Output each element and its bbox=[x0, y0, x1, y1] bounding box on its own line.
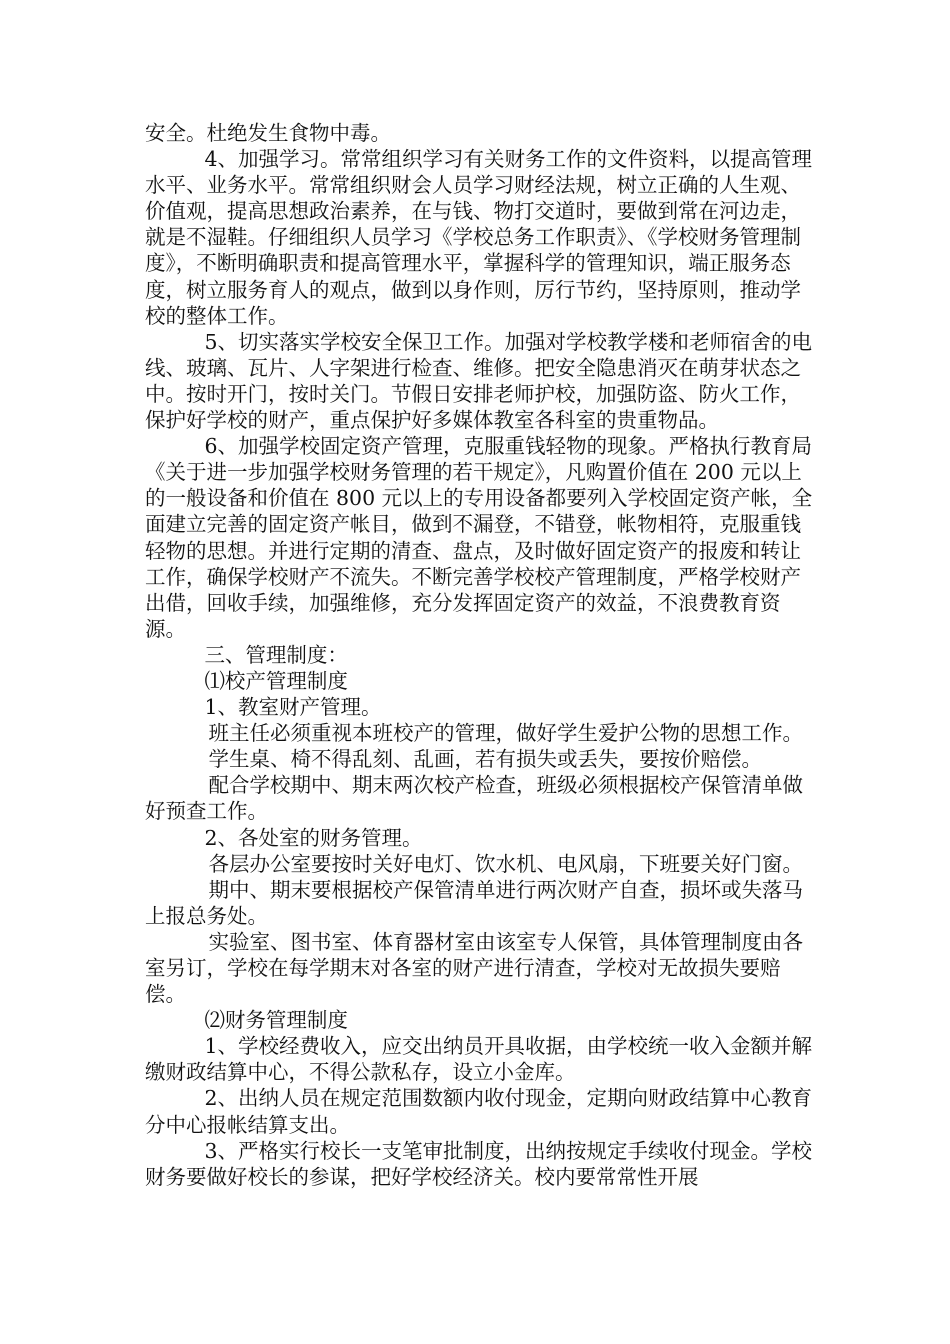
paragraph-self-check: 期中、期末要根据校产保管清单进行两次财产自查，损坏或失落马上报总务处。 bbox=[145, 877, 804, 928]
section-heading-management-rules: 三、管理制度： bbox=[204, 642, 348, 667]
paragraph-desks-chairs: 学生桌、椅不得乱刻、乱画，若有损失或丢失，要按价赔偿。 bbox=[208, 747, 763, 772]
paragraph-cashier-limits: 2、出纳人员在规定范围数额内收付现金，定期向财政结算中心教育分中心报帐结算支出。 bbox=[145, 1086, 812, 1137]
paragraph-fixed-assets: 6、加强学校固定资产管理，克服重钱轻物的现象。严格执行教育局《关于进一步加强学校财务管理的若干规定》，凡购置价值在 200 元以上的一般设备和价值在 800 元以上的专用设备都要列入学校固定资产帐，全面建立完善的固定资产帐目，做到不漏登，不错登，帐物相符，克服重钱轻物的思想。并进行定期的清查、盘点，及时做好固定资产的报废和转让工作，确保学校财产不流失。不断完善学校校产管理制度，严格学校财产出借，回收手续，加强维修，充分发挥固定资产的效益，不浪费教育资源。 bbox=[145, 434, 813, 641]
item-classroom-property: 1、教室财产管理。 bbox=[204, 695, 382, 720]
item-office-finance: 2、各处室的财务管理。 bbox=[204, 825, 423, 850]
paragraph-principal-approval: 3、严格实行校长一支笔审批制度，出纳按规定手续收付现金。学校财务要做好校长的参谋，把好学校经济关。校内要常常性开展 bbox=[145, 1138, 812, 1189]
paragraph-labs-library: 实验室、图书室、体育器材室由该室专人保管，具体管理制度由各室另订，学校在每学期末对各室的财产进行清查，学校对无故损失要赔偿。 bbox=[145, 929, 804, 1007]
subheading-finance-rules: ⑵财务管理制度 bbox=[204, 1008, 348, 1033]
document-body bbox=[145, 120, 815, 1190]
paragraph-security: 5、切实落实学校安全保卫工作。加强对学校教学楼和老师宿舍的电线、玻璃、瓦片、人字架进行检查、维修。把安全隐患消灭在萌芽状态之中。按时开门，按时关门。节假日安排老师护校，加强防盗、防火工作，保护好学校的财产，重点保护好多媒体教室各科室的贵重物品。 bbox=[145, 329, 812, 433]
paragraph-fund-income: 1、学校经费收入，应交出纳员开具收据，由学校统一收入金额并解缴财政结算中心，不得公款私存，设立小金库。 bbox=[145, 1034, 812, 1085]
paragraph-office-power: 各层办公室要按时关好电灯、饮水机、电风扇，下班要关好门窗。 bbox=[208, 851, 804, 876]
paragraph-class-teacher: 班主任必须重视本班校产的管理，做好学生爱护公物的思想工作。 bbox=[208, 721, 804, 746]
paragraph-property-check: 配合学校期中、期末两次校产检查，班级必须根据校产保管清单做好预查工作。 bbox=[145, 773, 804, 824]
paragraph-study: 4、加强学习。常常组织学习有关财务工作的文件资料，以提高管理水平、业务水平。常常组织财会人员学习财经法规，树立正确的人生观、价值观，提高思想政治素养，在与钱、物打交道时，要做到常在河边走，就是不湿鞋。仔细组织人员学习《学校总务工作职责》、《学校财务管理制度》，不断明确职责和提高管理水平，掌握科学的管理知识，端正服务态度，树立服务育人的观点，做到以身作则，厉行节约，坚持原则，推动学校的整体工作。 bbox=[145, 147, 812, 328]
subheading-school-property-rules: ⑴校产管理制度 bbox=[204, 668, 348, 693]
paragraph-food-safety: 安全。杜绝发生食物中毒。 bbox=[145, 121, 391, 145]
